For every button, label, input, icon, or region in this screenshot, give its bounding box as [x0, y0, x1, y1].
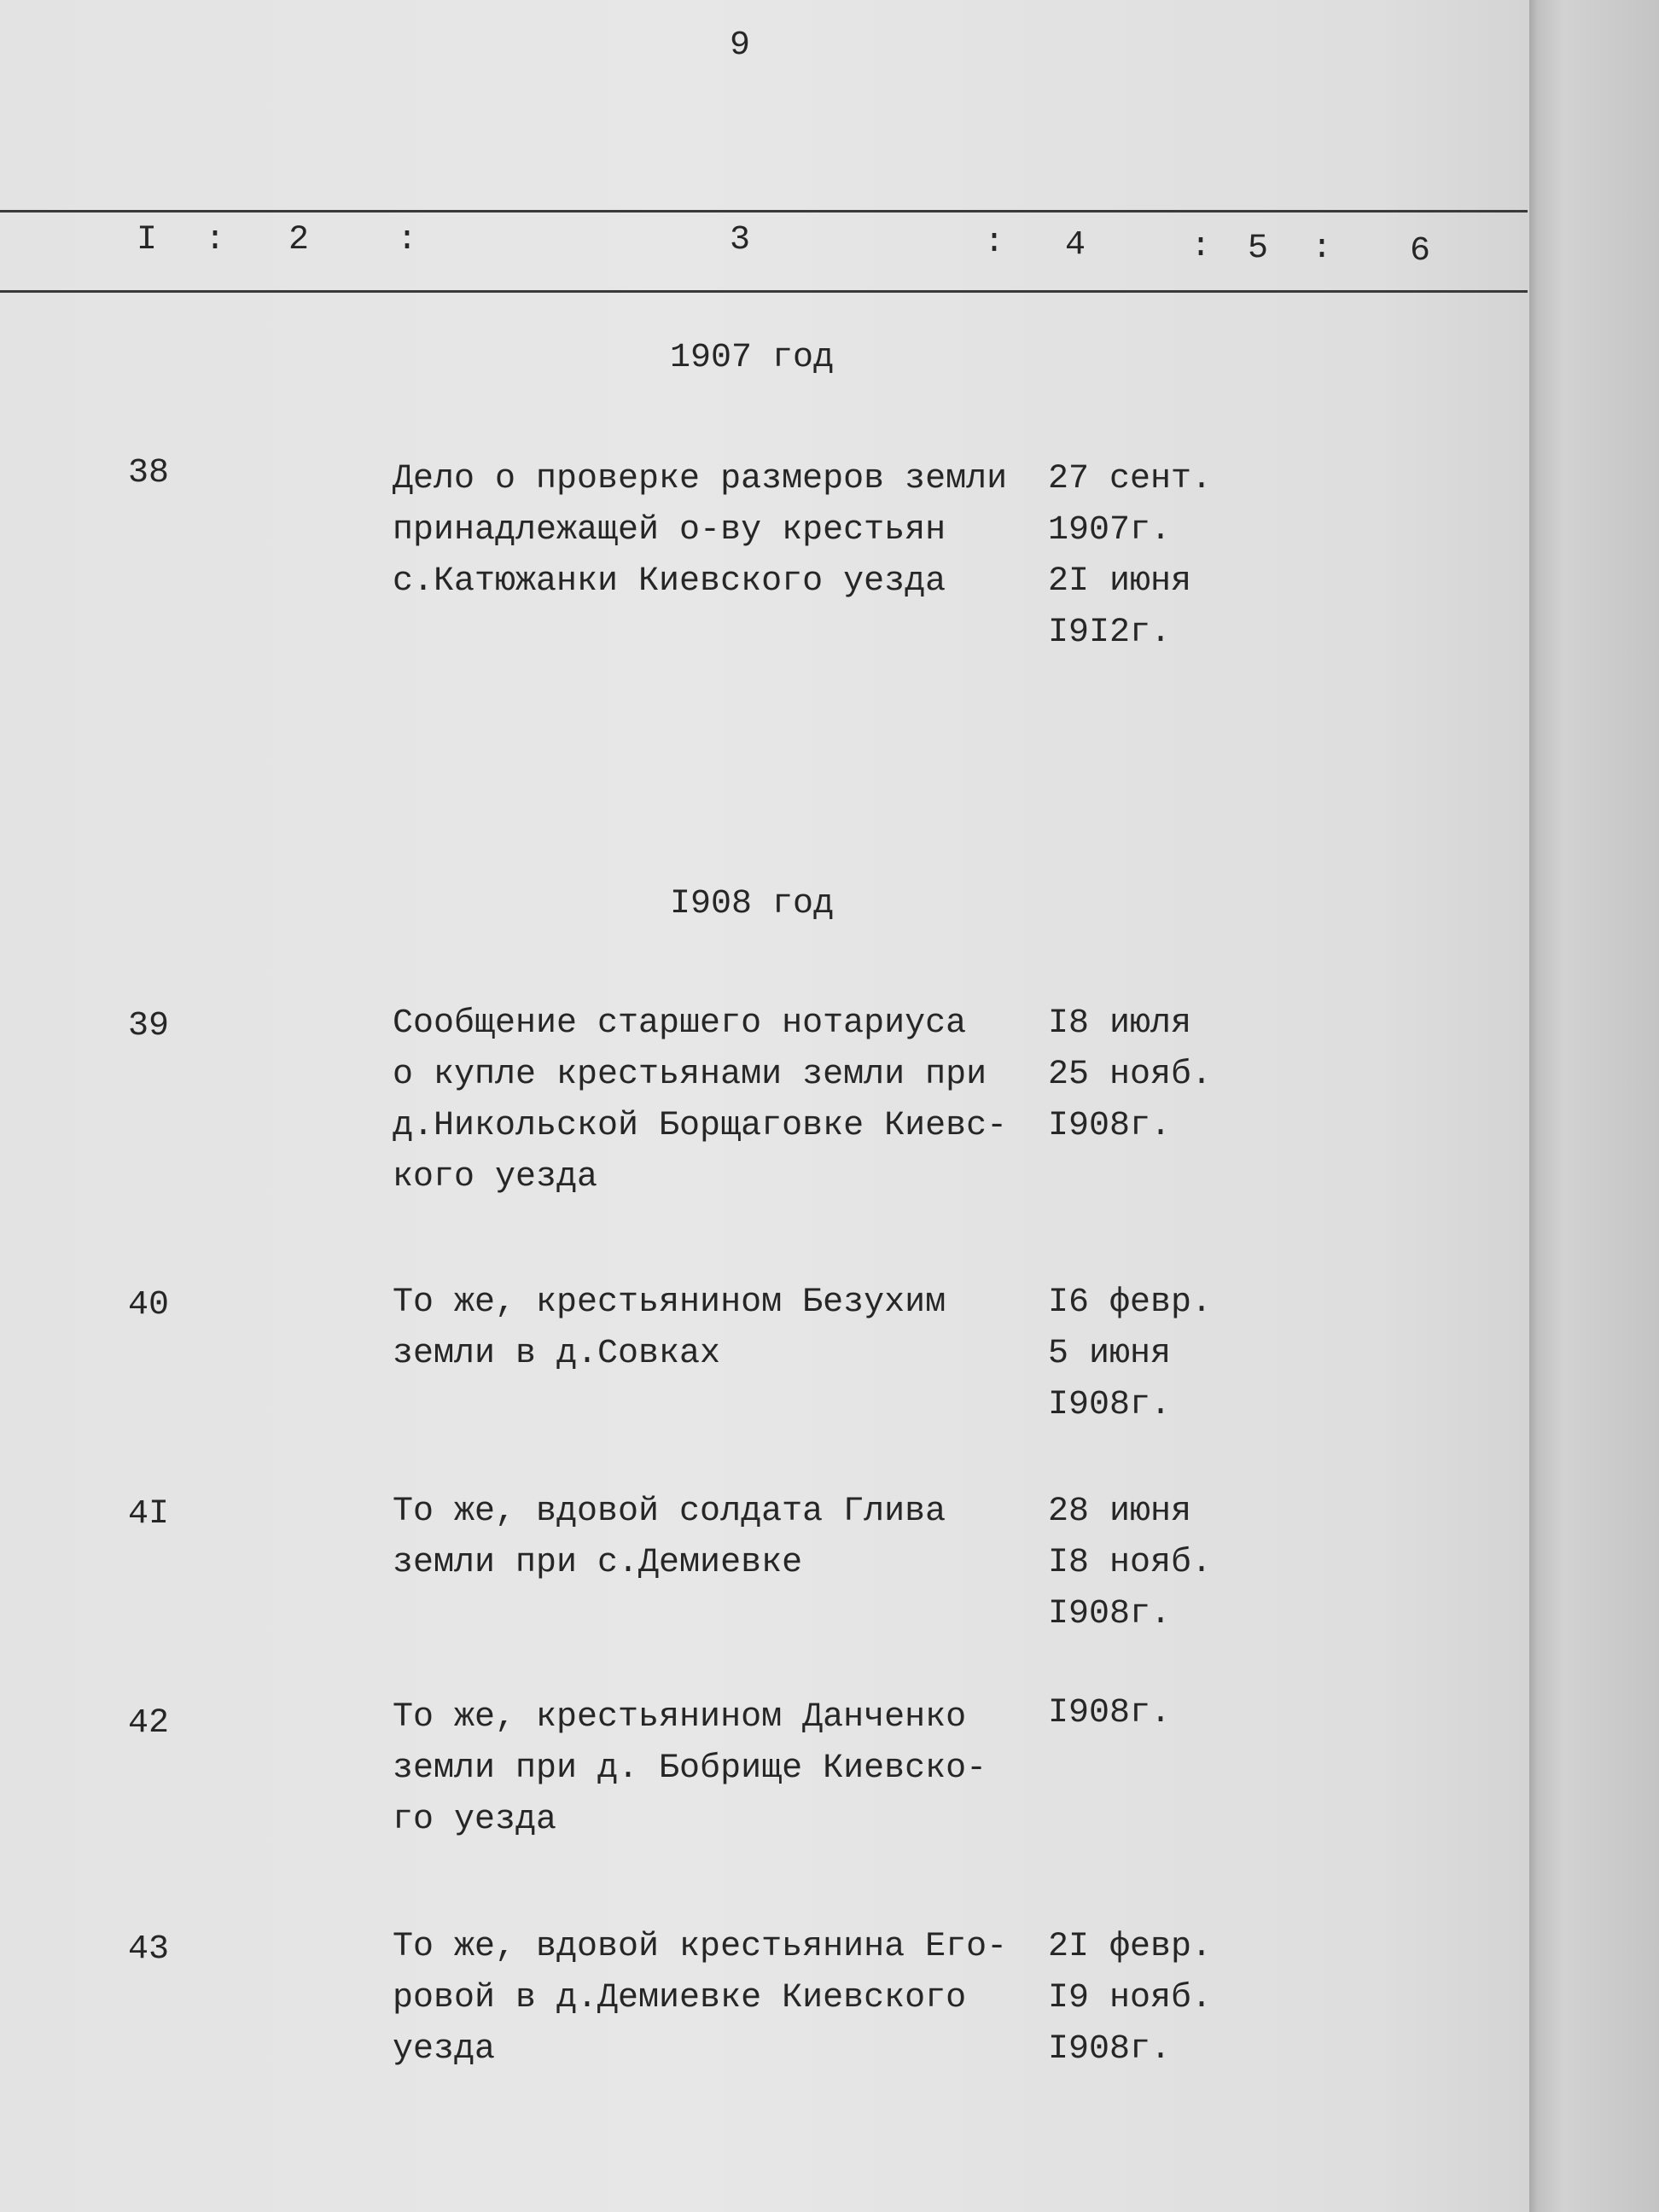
- entry-number: 4I: [128, 1495, 170, 1534]
- entry-description-line: кого уезда: [393, 1158, 598, 1196]
- entry-date-line: I908г.: [1048, 2030, 1172, 2069]
- entry-date-line: I908г.: [1048, 1107, 1172, 1145]
- entry-description-line: То же, крестьянином Безухим: [393, 1284, 946, 1322]
- column-header-2: 2: [288, 221, 310, 259]
- entry-date-line: I8 нояб.: [1048, 1544, 1213, 1582]
- entry-description-line: Сообщение старшего нотариуса: [393, 1004, 967, 1043]
- entry-number: 40: [128, 1286, 170, 1324]
- entry-date-line: I908г.: [1048, 1694, 1172, 1732]
- page-number: 9: [730, 26, 751, 65]
- entry-number: 38: [128, 454, 170, 492]
- header-rule-bottom: [0, 290, 1528, 293]
- entry-date-line: 1907г.: [1048, 511, 1172, 550]
- entry-date-line: I8 июля: [1048, 1004, 1192, 1043]
- entry-description-line: То же, вдовой солдата Глива: [393, 1493, 946, 1531]
- entry-description-line: земли в д.Совках: [393, 1335, 721, 1373]
- entry-date-line: 28 июня: [1048, 1493, 1192, 1531]
- entry-number: 43: [128, 1930, 170, 1969]
- entry-date-line: 5 июня: [1048, 1335, 1172, 1373]
- column-header-5: 5: [1248, 230, 1269, 268]
- entry-date-line: 27 сент.: [1048, 460, 1213, 498]
- entry-date-line: I6 февр.: [1048, 1284, 1213, 1322]
- column-separator: :: [397, 221, 418, 259]
- entry-date-line: I9I2г.: [1048, 614, 1172, 652]
- year-heading: I908 год: [670, 885, 835, 923]
- entry-description-line: Дело о проверке размеров земли: [393, 460, 1008, 498]
- column-separator: :: [984, 224, 1005, 262]
- column-header-1: I: [137, 221, 158, 259]
- entry-date-line: I908г.: [1048, 1595, 1172, 1633]
- entry-description-line: уезда: [393, 2030, 496, 2069]
- entry-number: 42: [128, 1704, 170, 1743]
- column-separator: :: [1190, 228, 1212, 266]
- entry-description-line: ровой в д.Демиевке Киевского: [393, 1979, 967, 2017]
- entry-description-line: То же, крестьянином Данченко: [393, 1698, 967, 1737]
- underlying-page-edge: [1529, 0, 1659, 2212]
- entry-description-line: То же, вдовой крестьянина Его-: [393, 1928, 1008, 1966]
- header-rule-top: [0, 210, 1528, 212]
- entry-description-line: го уезда: [393, 1801, 557, 1839]
- entry-description-line: д.Никольской Борщаговке Киевс-: [393, 1107, 1008, 1145]
- entry-date-line: I9 нояб.: [1048, 1979, 1213, 2017]
- entry-date-line: 25 нояб.: [1048, 1056, 1213, 1094]
- entry-date-line: 2I июня: [1048, 562, 1192, 601]
- entry-description-line: о купле крестьянами земли при: [393, 1056, 987, 1094]
- entry-date-line: I908г.: [1048, 1386, 1172, 1424]
- year-heading: 1907 год: [670, 339, 835, 377]
- entry-description-line: принадлежащей о-ву крестьян: [393, 511, 946, 550]
- entry-description-line: с.Катюжанки Киевского уезда: [393, 562, 946, 601]
- entry-description-line: земли при д. Бобрище Киевско-: [393, 1749, 987, 1788]
- column-separator: :: [205, 221, 226, 259]
- entry-date-line: 2I февр.: [1048, 1928, 1213, 1966]
- column-header-6: 6: [1410, 232, 1431, 271]
- entry-number: 39: [128, 1007, 170, 1045]
- column-header-3: 3: [730, 221, 751, 259]
- column-separator: :: [1312, 230, 1333, 268]
- entry-description-line: земли при с.Демиевке: [393, 1544, 803, 1582]
- column-header-4: 4: [1065, 226, 1086, 265]
